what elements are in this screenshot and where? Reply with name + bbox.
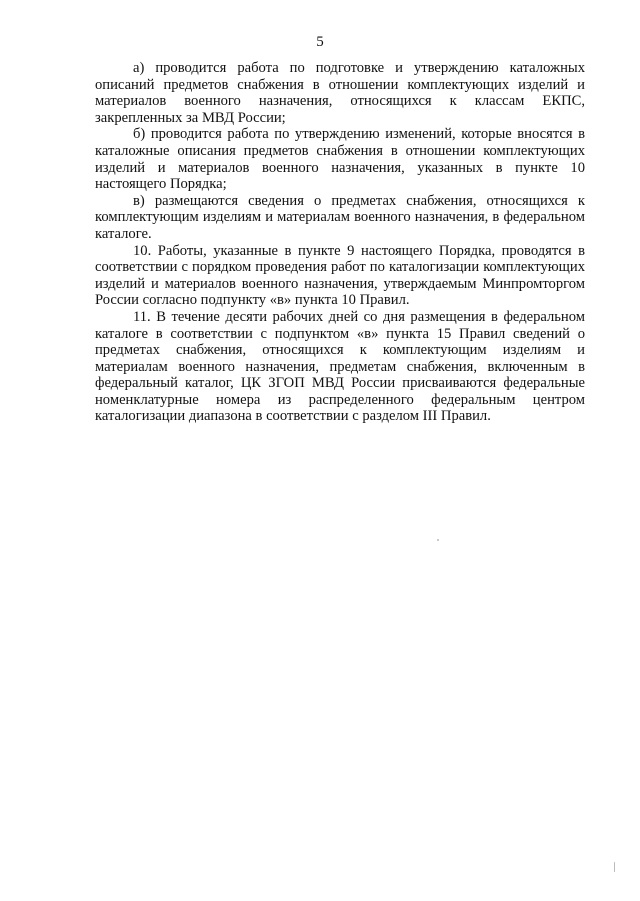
paragraph-11: 11. В течение десяти рабочих дней со дня размещения в федеральном каталоге в соответствии с подпунктом «в» пункта 15 Правил сведений о предметах снабжения, относящихся к комплектующим изделиям и материалам военного назначения, предметам снабжения, включенным в федеральный каталог, ЦК ЗГОП МВД России присваиваются федеральные номенклатурные номера из распределенного федеральным центром каталогизации диапазона в соответствии с разделом III Правил. [95, 308, 585, 425]
paragraph-9b: б) проводится работа по утверждению изменений, которые вносятся в каталожные описания предметов снабжения в отношении комплектующих изделий и материалов военного назначения, указанных в пункте 10 настоящего Порядка; [95, 126, 585, 193]
paragraph-9a: а) проводится работа по подготовке и утверждению каталожных описаний предметов снабжения в отношении комплектующих изделий и материалов военного назначения, относящихся к классам ЕКПС, закрепленных за МВД России; [95, 60, 585, 126]
paragraph-9c: в) размещаются сведения о предметах снабжения, относящихся к комплектующим изделиям и материалам военного назначения, в федеральном каталоге. [95, 192, 585, 242]
paragraph-10: 10. Работы, указанные в пункте 9 настоящего Порядка, проводятся в соответствии с порядком проведения работ по каталогизации комплектующих изделий и материалов военного назначения, утверждаемым Минпромторгом России согласно подпункту «в» пункта 10 Правил. [95, 242, 585, 309]
page-number: 5 [316, 34, 324, 50]
document-body [95, 60, 585, 425]
scan-speck [437, 539, 439, 541]
scan-edge-mark [614, 862, 615, 872]
